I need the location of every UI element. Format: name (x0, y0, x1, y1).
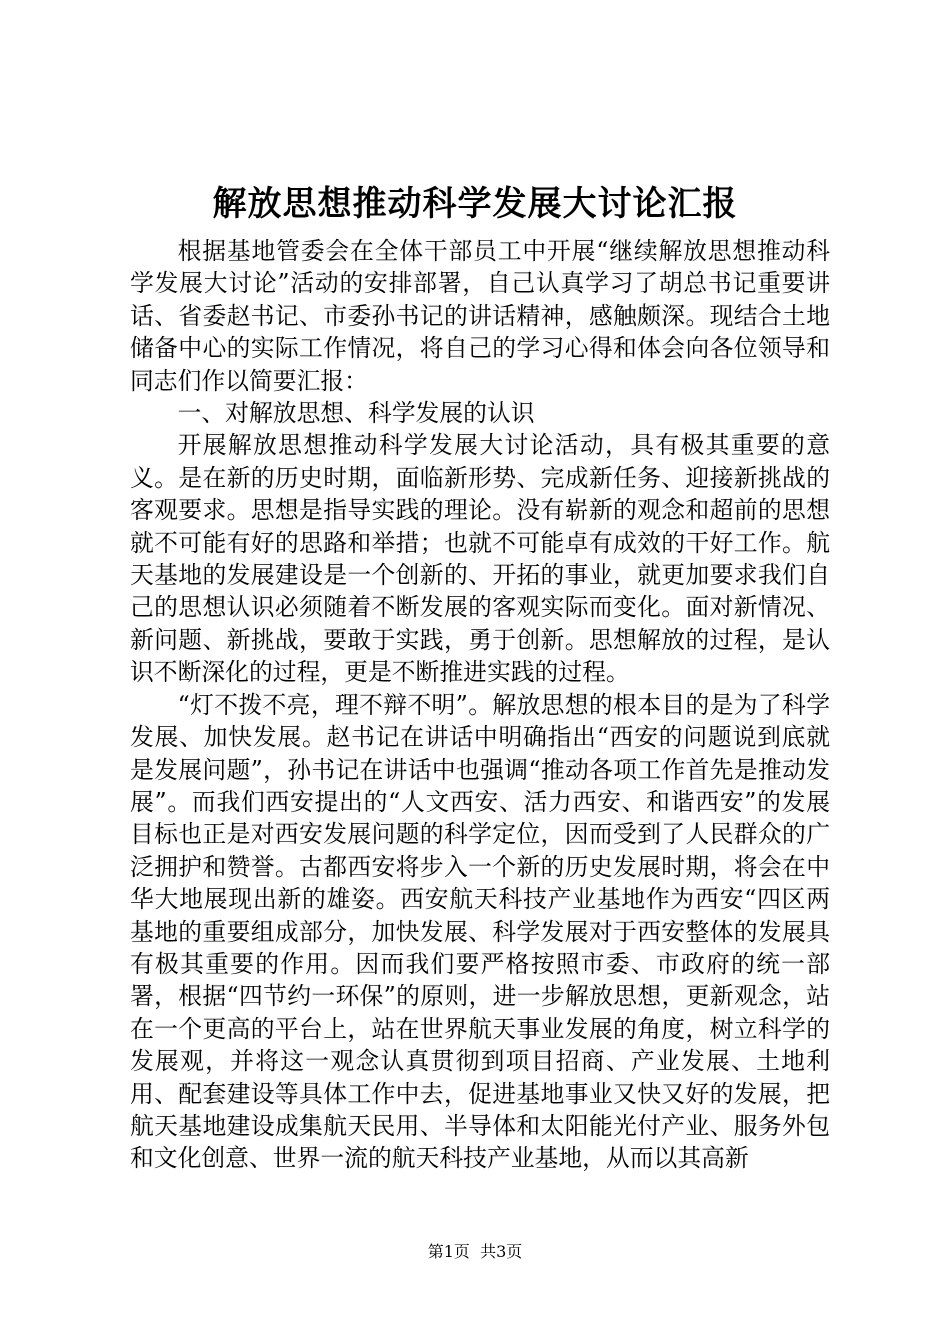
paragraph-intro: 根据基地管委会在全体干部员工中开展“继续解放思想推动科学发展大讨论”活动的安排部署，自己认真学习了胡总书记重要讲话、省委赵书记、市委孙书记的讲话精神，感触颇深。现结合土地储备中心的实际工作情况，将自己的学习心得和体会向各位领导和同志们作以简要汇报： (130, 237, 830, 395)
paragraph-development: “灯不拨不亮，理不辩不明”。解放思想的根本目的是为了科学发展、加快发展。赵书记在讲话中明确指出“西安的问题说到底就是发展问题”，孙书记在讲话中也强调“推动各项工作首先是推动发展”。而我们西安提出的“人文西安、活力西安、和谐西安”的发展目标也正是对西安发展问题的科学定位，因而受到了人民群众的广泛拥护和赞誉。古都西安将步入一个新的历史发展时期，将会在中华大地展现出新的雄姿。西安航天科技产业基地作为西安“四区两基地的重要组成部分，加快发展、科学发展对于西安整体的发展具有极其重要的作用。因而我们要严格按照市委、市政府的统一部署，根据“四节约一环保”的原则，进一步解放思想，更新观念，站在一个更高的平台上，站在世界航天事业发展的角度，树立科学的发展观，并将这一观念认真贯彻到项目招商、产业发展、土地利用、配套建设等具体工作中去，促进基地事业又快又好的发展，把航天基地建设成集航天民用、半导体和太阳能光付产业、服务外包和文化创意、世界一流的航天科技产业基地，从而以其高新 (130, 690, 830, 1173)
paragraph-significance: 开展解放思想推动科学发展大讨论活动，具有极其重要的意义。是在新的历史时期，面临新形势、完成新任务、迎接新挑战的客观要求。思想是指导实践的理论。没有崭新的观念和超前的思想就不可能有好的思路和举措；也就不可能卓有成效的干好工作。航天基地的发展建设是一个创新的、开拓的事业，就更加要求我们自己的思想认识必须随着不断发展的客观实际而变化。面对新情况、新问题、新挑战，要敢于实践，勇于创新。思想解放的过程，是认识不断深化的过程，更是不断推进实践的过程。 (130, 431, 830, 687)
page-footer (0, 1240, 950, 1264)
document-body (130, 235, 830, 1175)
page-number: 第1页 共3页 (427, 1242, 523, 1261)
section-heading-1: 一、对解放思想、科学发展的认识 (177, 399, 535, 428)
document-title: 解放思想推动科学发展大讨论汇报 (212, 184, 738, 224)
